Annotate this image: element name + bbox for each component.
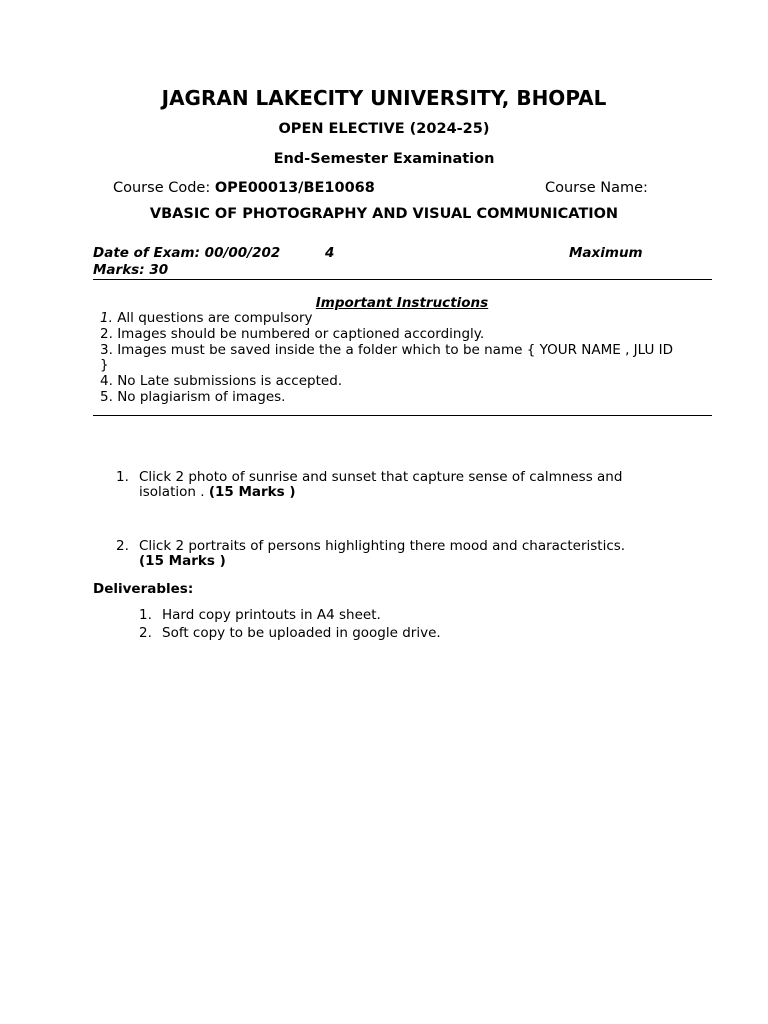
- elective-subtitle: OPEN ELECTIVE (2024-25): [278, 121, 490, 137]
- question-number: 2.: [116, 538, 129, 554]
- deliverable-item: Soft copy to be uploaded in google drive.: [162, 625, 441, 641]
- instruction-item: 2. Images should be numbered or captioned accordingly.: [100, 326, 485, 342]
- question-text: Click 2 portraits of persons highlighting there mood and characteristics.: [139, 538, 626, 554]
- exam-date-digit: 4: [325, 245, 335, 261]
- course-code-row: [113, 180, 375, 196]
- deliverables-title: Deliverables:: [93, 581, 194, 597]
- deliverable-number: 1.: [139, 607, 152, 623]
- maximum-label: Maximum: [569, 245, 643, 261]
- university-title: JAGRAN LAKECITY UNIVERSITY, BHOPAL: [161, 86, 607, 110]
- question-marks: (15 Marks ): [139, 553, 226, 569]
- question-text: Click 2 photo of sunrise and sunset that capture sense of calmness and: [139, 469, 623, 485]
- question-marks: (15 Marks ): [208, 484, 296, 500]
- instruction-item-continuation: }: [100, 357, 109, 373]
- question-text-line2: isolation . (15 Marks ): [139, 484, 296, 500]
- course-name-label: Course Name:: [545, 180, 648, 196]
- question-number: 1.: [116, 469, 129, 485]
- divider-top: [93, 279, 712, 280]
- course-code-value: OPE00013/BE10068: [214, 180, 375, 196]
- instructions-title: Important Instructions: [315, 295, 489, 311]
- instruction-item: 3. Images must be saved inside the a folder which to be name { YOUR NAME , JLU ID: [100, 342, 674, 358]
- course-code-label: Course Code:: [113, 180, 215, 196]
- deliverable-number: 2.: [139, 625, 152, 641]
- course-name-value: VBASIC OF PHOTOGRAPHY AND VISUAL COMMUNICATION: [149, 206, 619, 222]
- instruction-item: 4. No Late submissions is accepted.: [100, 373, 343, 389]
- instruction-item: 5. No plagiarism of images.: [100, 389, 286, 405]
- deliverable-item: Hard copy printouts in A4 sheet.: [162, 607, 381, 623]
- marks-total: Marks: 30: [93, 262, 169, 278]
- instruction-item: 1. All questions are compulsory: [100, 310, 313, 326]
- exam-date: Date of Exam: 00/00/202: [93, 245, 281, 261]
- divider-bottom: [93, 415, 712, 416]
- exam-subtitle: End-Semester Examination: [273, 151, 495, 167]
